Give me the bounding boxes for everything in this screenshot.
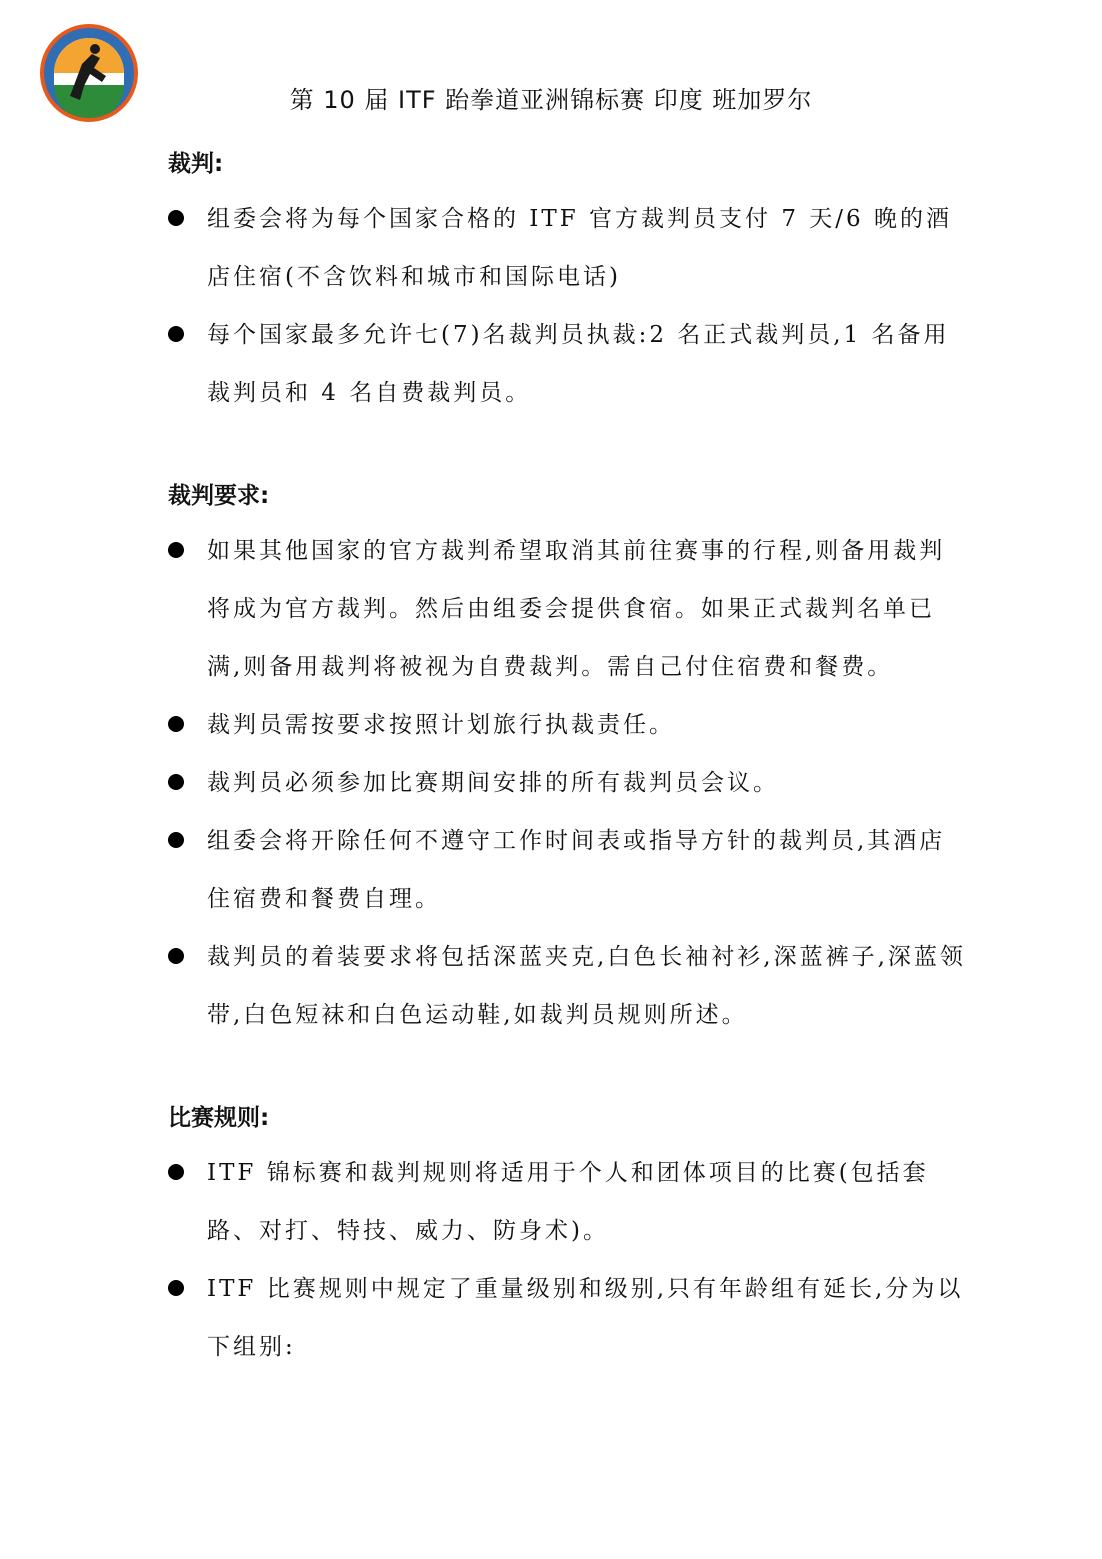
section-heading: 裁判要求: [168, 483, 270, 509]
list-item: 组委会将为每个国家合格的 ITF 官方裁判员支付 7 天/6 晚的酒店住宿(不含饮料和城市和国际电话) [168, 190, 968, 306]
bullet-icon [168, 542, 184, 558]
section-referee-requirements [168, 470, 968, 1044]
bullet-icon [168, 774, 184, 790]
section-heading: 裁判: [168, 151, 224, 177]
bullet-icon [168, 326, 184, 342]
list-item: 裁判员必须参加比赛期间安排的所有裁判员会议。 [168, 754, 968, 812]
list-item: 每个国家最多允许七(7)名裁判员执裁:2 名正式裁判员,1 名备用裁判员和 4 名自费裁判员。 [168, 306, 968, 422]
list-item: ITF 锦标赛和裁判规则将适用于个人和团体项目的比赛(包括套路、对打、特技、威力、防身术)。 [168, 1144, 968, 1260]
bullet-icon [168, 1280, 184, 1296]
list-item: 组委会将开除任何不遵守工作时间表或指导方针的裁判员,其酒店住宿费和餐费自理。 [168, 812, 968, 928]
bullet-icon [168, 948, 184, 964]
list-item: 裁判员需按要求按照计划旅行执裁责任。 [168, 696, 968, 754]
section-competition-rules [168, 1092, 968, 1376]
bullet-icon [168, 832, 184, 848]
bullet-list [168, 1144, 968, 1376]
page-header: 第 10 届 ITF 跆拳道亚洲锦标赛 印度 班加罗尔 [289, 86, 813, 114]
bullet-list [168, 522, 968, 1044]
section-heading: 比赛规则: [168, 1105, 270, 1131]
bullet-list [168, 190, 968, 422]
list-item: 裁判员的着装要求将包括深蓝夹克,白色长袖衬衫,深蓝裤子,深蓝领带,白色短袜和白色运动鞋,如裁判员规则所述。 [168, 928, 968, 1044]
bullet-icon [168, 1164, 184, 1180]
bullet-icon [168, 210, 184, 226]
list-item: 如果其他国家的官方裁判希望取消其前往赛事的行程,则备用裁判将成为官方裁判。然后由组委会提供食宿。如果正式裁判名单已满,则备用裁判将被视为自费裁判。需自己付住宿费和餐费。 [168, 522, 968, 696]
document-body [168, 138, 968, 1376]
bullet-icon [168, 716, 184, 732]
section-referees [168, 138, 968, 422]
list-item: ITF 比赛规则中规定了重量级别和级别,只有年龄组有延长,分为以下组别: [168, 1260, 968, 1376]
